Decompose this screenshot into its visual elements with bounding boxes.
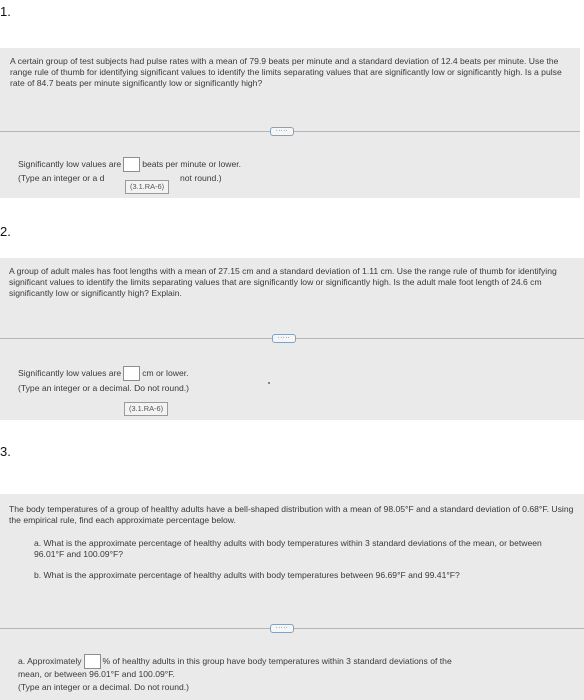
question-2-text: A group of adult males has foot lengths with a mean of 27.15 cm and a standard deviation of 1.11 cm. Use the range rule of thumb for identifying significant values to identify the limits separating values that are significantly low or significantly high. Is the adult male foot length of 24.6 cm significantly low or significantly high? Explain.	[9, 266, 557, 299]
question-2-panel	[0, 258, 584, 420]
question-1-hint-start: (Type an integer or a d	[18, 173, 105, 183]
question-number-2: 2.	[0, 224, 11, 239]
question-1-answer-row	[18, 157, 241, 172]
question-3-part-b: b. What is the approximate percentage of healthy adults with body temperatures between 96.69°F and 99.41°F?	[34, 570, 460, 580]
question-number-1: 1.	[0, 4, 11, 19]
question-3-answer-input[interactable]	[84, 654, 101, 669]
question-1-hint-end: not round.)	[180, 173, 222, 183]
question-2-answer-input[interactable]	[123, 366, 140, 381]
answer-suffix: beats per minute or lower.	[142, 158, 242, 169]
question-3-answer-line-2: mean, or between 96.01°F and 100.09°F.	[18, 669, 175, 679]
question-2-answer-row	[18, 366, 189, 381]
question-3-panel	[0, 494, 584, 700]
question-1-panel	[0, 48, 580, 198]
answer-prefix: Significantly low values are	[18, 158, 122, 169]
question-3-answer-row	[18, 654, 452, 669]
question-number-3: 3.	[0, 444, 11, 459]
question-1-text: A certain group of test subjects had pulse rates with a mean of 79.9 beats per minute and a standard deviation of 12.4 beats per minute. Use the range rule of thumb for identifying significant values to identify the limits separating values that are significantly low or significantly high. Is a pulse rate of 84.7 beats per minute significantly low or significantly high?	[10, 56, 562, 89]
question-2-expand-button[interactable]: ·····	[272, 334, 296, 343]
question-3-expand-button[interactable]: ·····	[270, 624, 294, 633]
question-2-reference-tag[interactable]: (3.1.RA-6)	[124, 402, 168, 416]
question-2-hint: (Type an integer or a decimal. Do not round.)	[18, 383, 190, 393]
question-1-answer-input[interactable]	[123, 157, 140, 172]
question-3-part-a: a. What is the approximate percentage of healthy adults with body temperatures within 3 standard deviations of the mean, or between 96.01°F and 100.09°F?	[34, 538, 542, 560]
answer-prefix: a. Approximately	[18, 655, 82, 666]
stray-mark	[268, 382, 270, 384]
question-3-text: The body temperatures of a group of healthy adults have a bell-shaped distribution with a mean of 98.05°F and a standard deviation of 0.68°F. Using the empirical rule, find each approximate percentage below.	[9, 504, 574, 526]
answer-suffix: cm or lower.	[142, 367, 189, 378]
answer-prefix: Significantly low values are	[18, 367, 122, 378]
question-1-expand-button[interactable]: ·····	[270, 127, 294, 136]
question-3-hint: (Type an integer or a decimal. Do not round.)	[18, 682, 190, 692]
answer-suffix: % of healthy adults in this group have body temperatures within 3 standard deviations of the	[102, 655, 452, 666]
question-1-reference-tag[interactable]: (3.1.RA-6)	[125, 180, 169, 194]
